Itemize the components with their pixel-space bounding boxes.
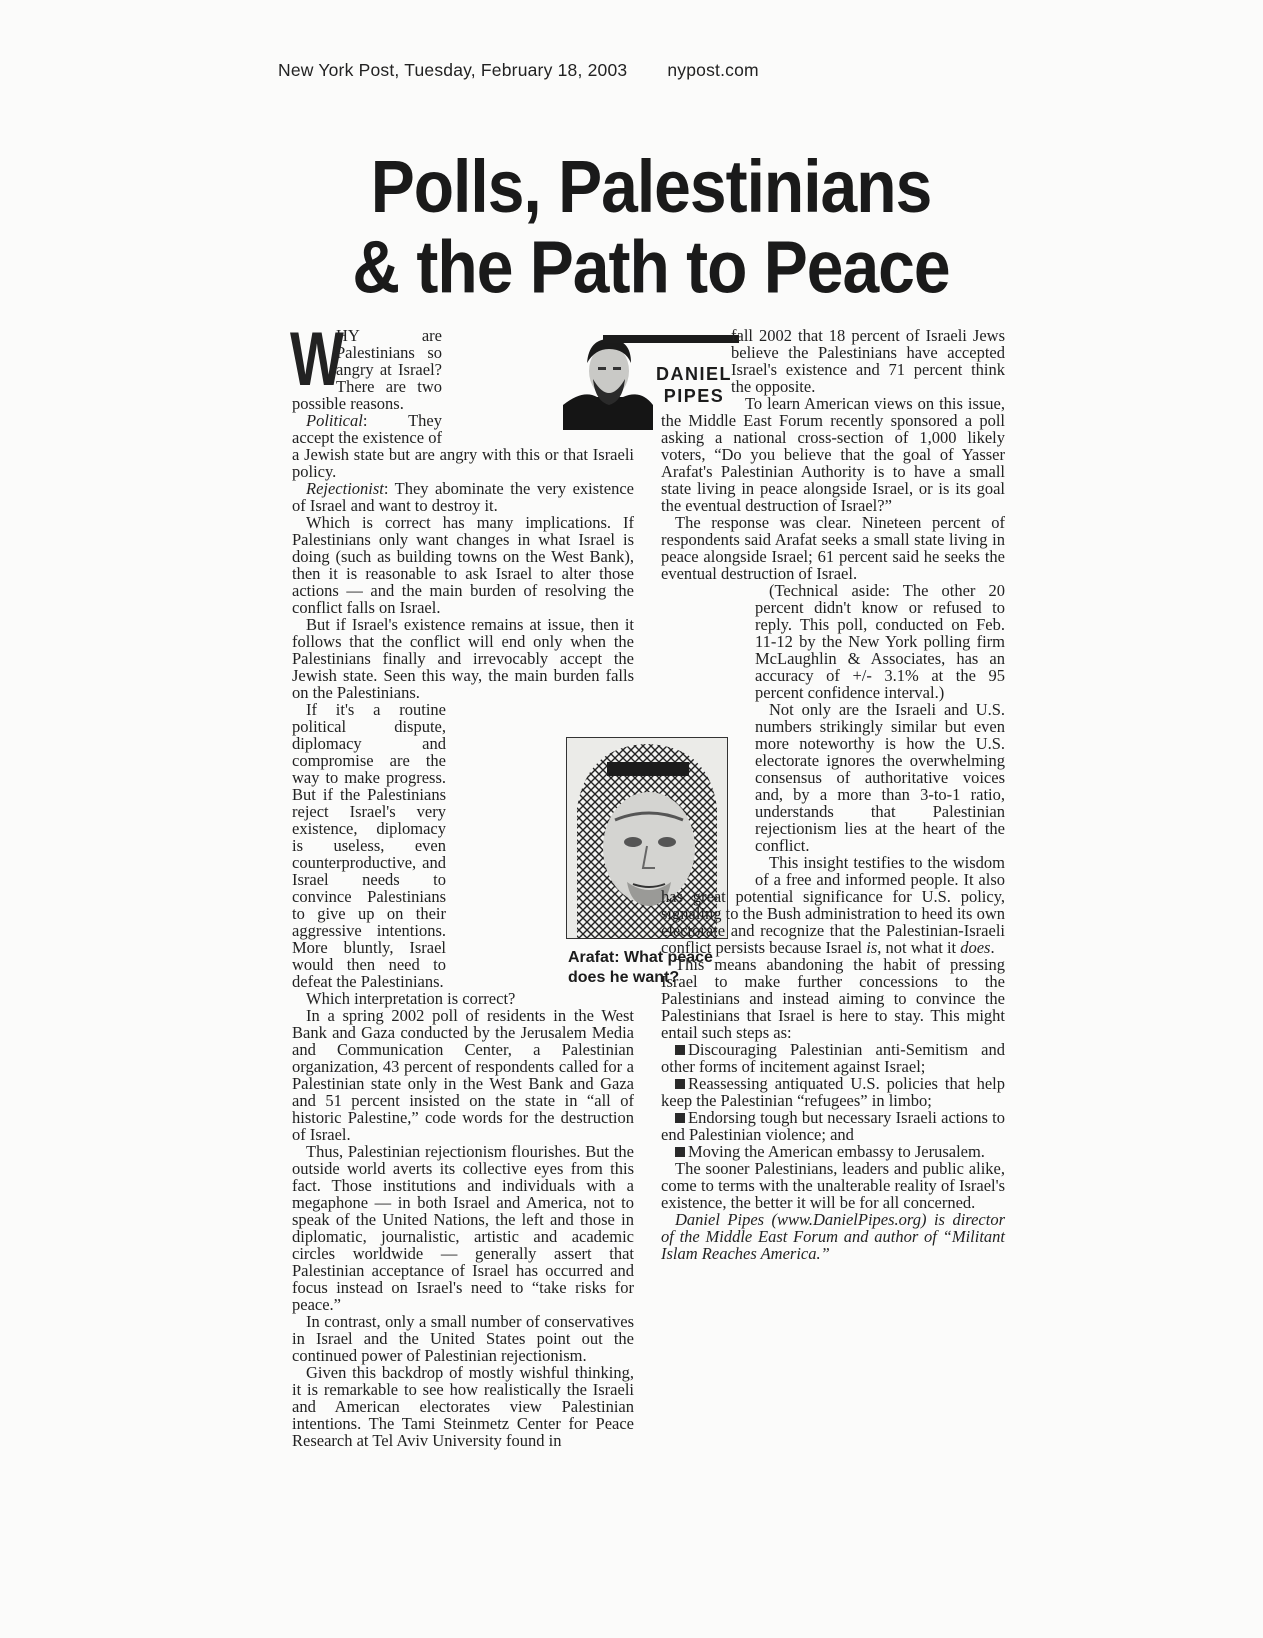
paragraph: Thus, Palestinian rejectionism flourishes. But the outside world averts its collective eyes from this fact. Those institutions and individuals with a megaphone — in both Israel and America, not to speak of the United Nations, the left and those in diplomatic, journalistic, artistic and academic circles worldwide — generally assert that Palestinian acceptance of Israel has occurred and focus instead on Israel's need to “take risks for peace.” (292, 1142, 634, 1314)
paragraph: Given this backdrop of mostly wishful thinking, it is remarkable to see how realistically the Israeli and American electorates view Palestinian intentions. The Tami Steinmetz Center for Peace Research at Tel Aviv University found in (292, 1363, 634, 1450)
paragraph-text: This insight testifies to the wisdom of a free and informed people. It also has great potential significance for U.S. policy, signaling to the Bush administration to heed its own electorate and recognize that the Palestinian-Israeli conflict persists because Israel (661, 853, 1005, 957)
drop-cap: W (290, 317, 344, 402)
column-1-byline-space (452, 327, 634, 430)
paragraph: In contrast, only a small number of conservatives in Israel and the United States point out the continued power of Palestinian rejectionism. (292, 1312, 634, 1365)
paragraph: To learn American views on this issue, the Middle East Forum recently sponsored a poll asking a national cross-section of 1,000 likely voters, “Do you believe that the goal of Yasser Arafat's Palestinian Authority is to have a small state living in peace alongside Israel, or is its goal the eventual destruction of Israel?” (661, 394, 1005, 515)
photo-caption: Arafat: What peace does he want? (568, 949, 713, 986)
square-bullet-icon (675, 1079, 685, 1089)
paragraph-text: , not what it (877, 938, 961, 957)
bullet-text: Discouraging Palestinian anti-Semitism and other forms of incitement against Israel; (661, 1040, 1005, 1076)
byline-first-name: DANIEL (656, 364, 732, 384)
column-2-byline-space (661, 327, 731, 397)
article-column-2 (661, 327, 1005, 1262)
paragraph: But if Israel's existence remains at issue, then it follows that the conflict will end only when the Palestinians finally and irrevocably accept the Jewish state. Seen this way, the main burden falls on the Palestinians. (292, 615, 634, 702)
paragraph: (Technical aside: The other 20 percent didn't know or refused to reply. This poll, conducted on Feb. 11-12 by the New York polling firm McLaughlin & Associates, has an accuracy of +/- 3.1% at the 95 percent confidence interval.) (755, 581, 1005, 702)
headline-line-2: & the Path to Peace (352, 225, 950, 309)
paragraph-text: . (990, 938, 995, 957)
paragraph: Which interpretation is correct? (306, 989, 516, 1008)
masthead-site: nypost.com (667, 60, 759, 80)
bullet-text: Endorsing tough but necessary Israeli actions to end Palestinian violence; and (661, 1108, 1005, 1144)
paragraph-lead: Political (306, 411, 363, 430)
square-bullet-icon (675, 1045, 685, 1055)
paragraph: The sooner Palestinians, leaders and public alike, come to terms with the unalterable reality of Israel's existence, the better it will be for all concerned. (661, 1159, 1005, 1212)
headline (276, 146, 1026, 307)
bullet-item (661, 1143, 1005, 1160)
article-column-1 (290, 317, 634, 1450)
paragraph-text: HY are Palestinians so angry at Israel? There are two possible reasons. (292, 326, 442, 413)
masthead-paper-date: New York Post, Tuesday, February 18, 2003 (278, 60, 628, 80)
paragraph-text: : They abominate the very existence of Israel and want to destroy it. (292, 479, 634, 515)
bullet-text: Moving the American embassy to Jerusalem. (688, 1142, 985, 1161)
bullet-item (661, 1041, 1005, 1075)
paragraph: Which is correct has many implications. If Palestinians only want changes in what Israel is doing (such as building towns on the West Bank), then it is reasonable to ask Israel to alter those actions — and the main burden of resolving the conflict falls on Israel. (292, 513, 634, 617)
paragraph: Not only are the Israeli and U.S. numbers strikingly similar but even more noteworthy is how the U.S. electorate ignores the overwhelming consensus of authoritative voices and, by a more than 3-to-1 ratio, understands that Palestinian rejectionism lies at the heart of the conflict. (755, 700, 1005, 855)
headline-line-1: Polls, Palestinians (370, 144, 932, 228)
paragraph: In a spring 2002 poll of residents in the West Bank and Gaza conducted by the Jerusalem Media and Communication Center, a Palestinian organization, 43 percent of respondents called for a Palestinian state only in the West Bank and Gaza and 51 percent insisted on the state in “all of historic Palestine,” code words for the destruction of Israel. (292, 1006, 634, 1144)
bullet-item (661, 1075, 1005, 1109)
bullet-text: Reassessing antiquated U.S. policies that help keep the Palestinian “refugees” in limbo; (661, 1074, 1005, 1110)
author-signoff: Daniel Pipes (www.DanielPipes.org) is director of the Middle East Forum and author of “Militant Islam Reaches America.” (661, 1210, 1005, 1263)
paragraph: fall 2002 that 18 percent of Israeli Jews believe the Palestinians have accepted Israel's existence and 71 percent think the opposite. (731, 326, 1005, 396)
square-bullet-icon (675, 1113, 685, 1123)
column-1-photo-space (456, 707, 632, 965)
paragraph: If it's a routine political dispute, diplomacy and compromise are the way to make progress. But if the Palestinians reject Israel's very existence, diplomacy is useless, even counterproductive, and Israel needs to convince Palestinians to give up on their aggressive intentions. More bluntly, Israel would then need to defeat the Palestinians. (292, 700, 446, 991)
paragraph: This means abandoning the habit of pressing Israel to make further concessions to the Palestinians and instead aiming to convince the Palestinians that Israel is here to stay. This might entail such steps as: (661, 955, 1005, 1042)
bullet-item (661, 1109, 1005, 1143)
paragraph: The response was clear. Nineteen percent of respondents said Arafat seeks a small state living in peace alongside Israel; 61 percent said he seeks the eventual destruction of Israel. (661, 513, 1005, 583)
paragraph (292, 480, 634, 514)
square-bullet-icon (675, 1147, 685, 1157)
paragraph-lead: Rejectionist (306, 479, 384, 498)
byline-last-name: PIPES (663, 386, 725, 406)
paragraph-text: : They accept the existence of a Jewish state but are angry with this or that Israeli policy. (292, 411, 634, 481)
masthead (278, 60, 759, 81)
emphasis-does: does (960, 938, 991, 957)
emphasis-is: is (866, 938, 878, 957)
column-2-photo-space (661, 616, 755, 876)
